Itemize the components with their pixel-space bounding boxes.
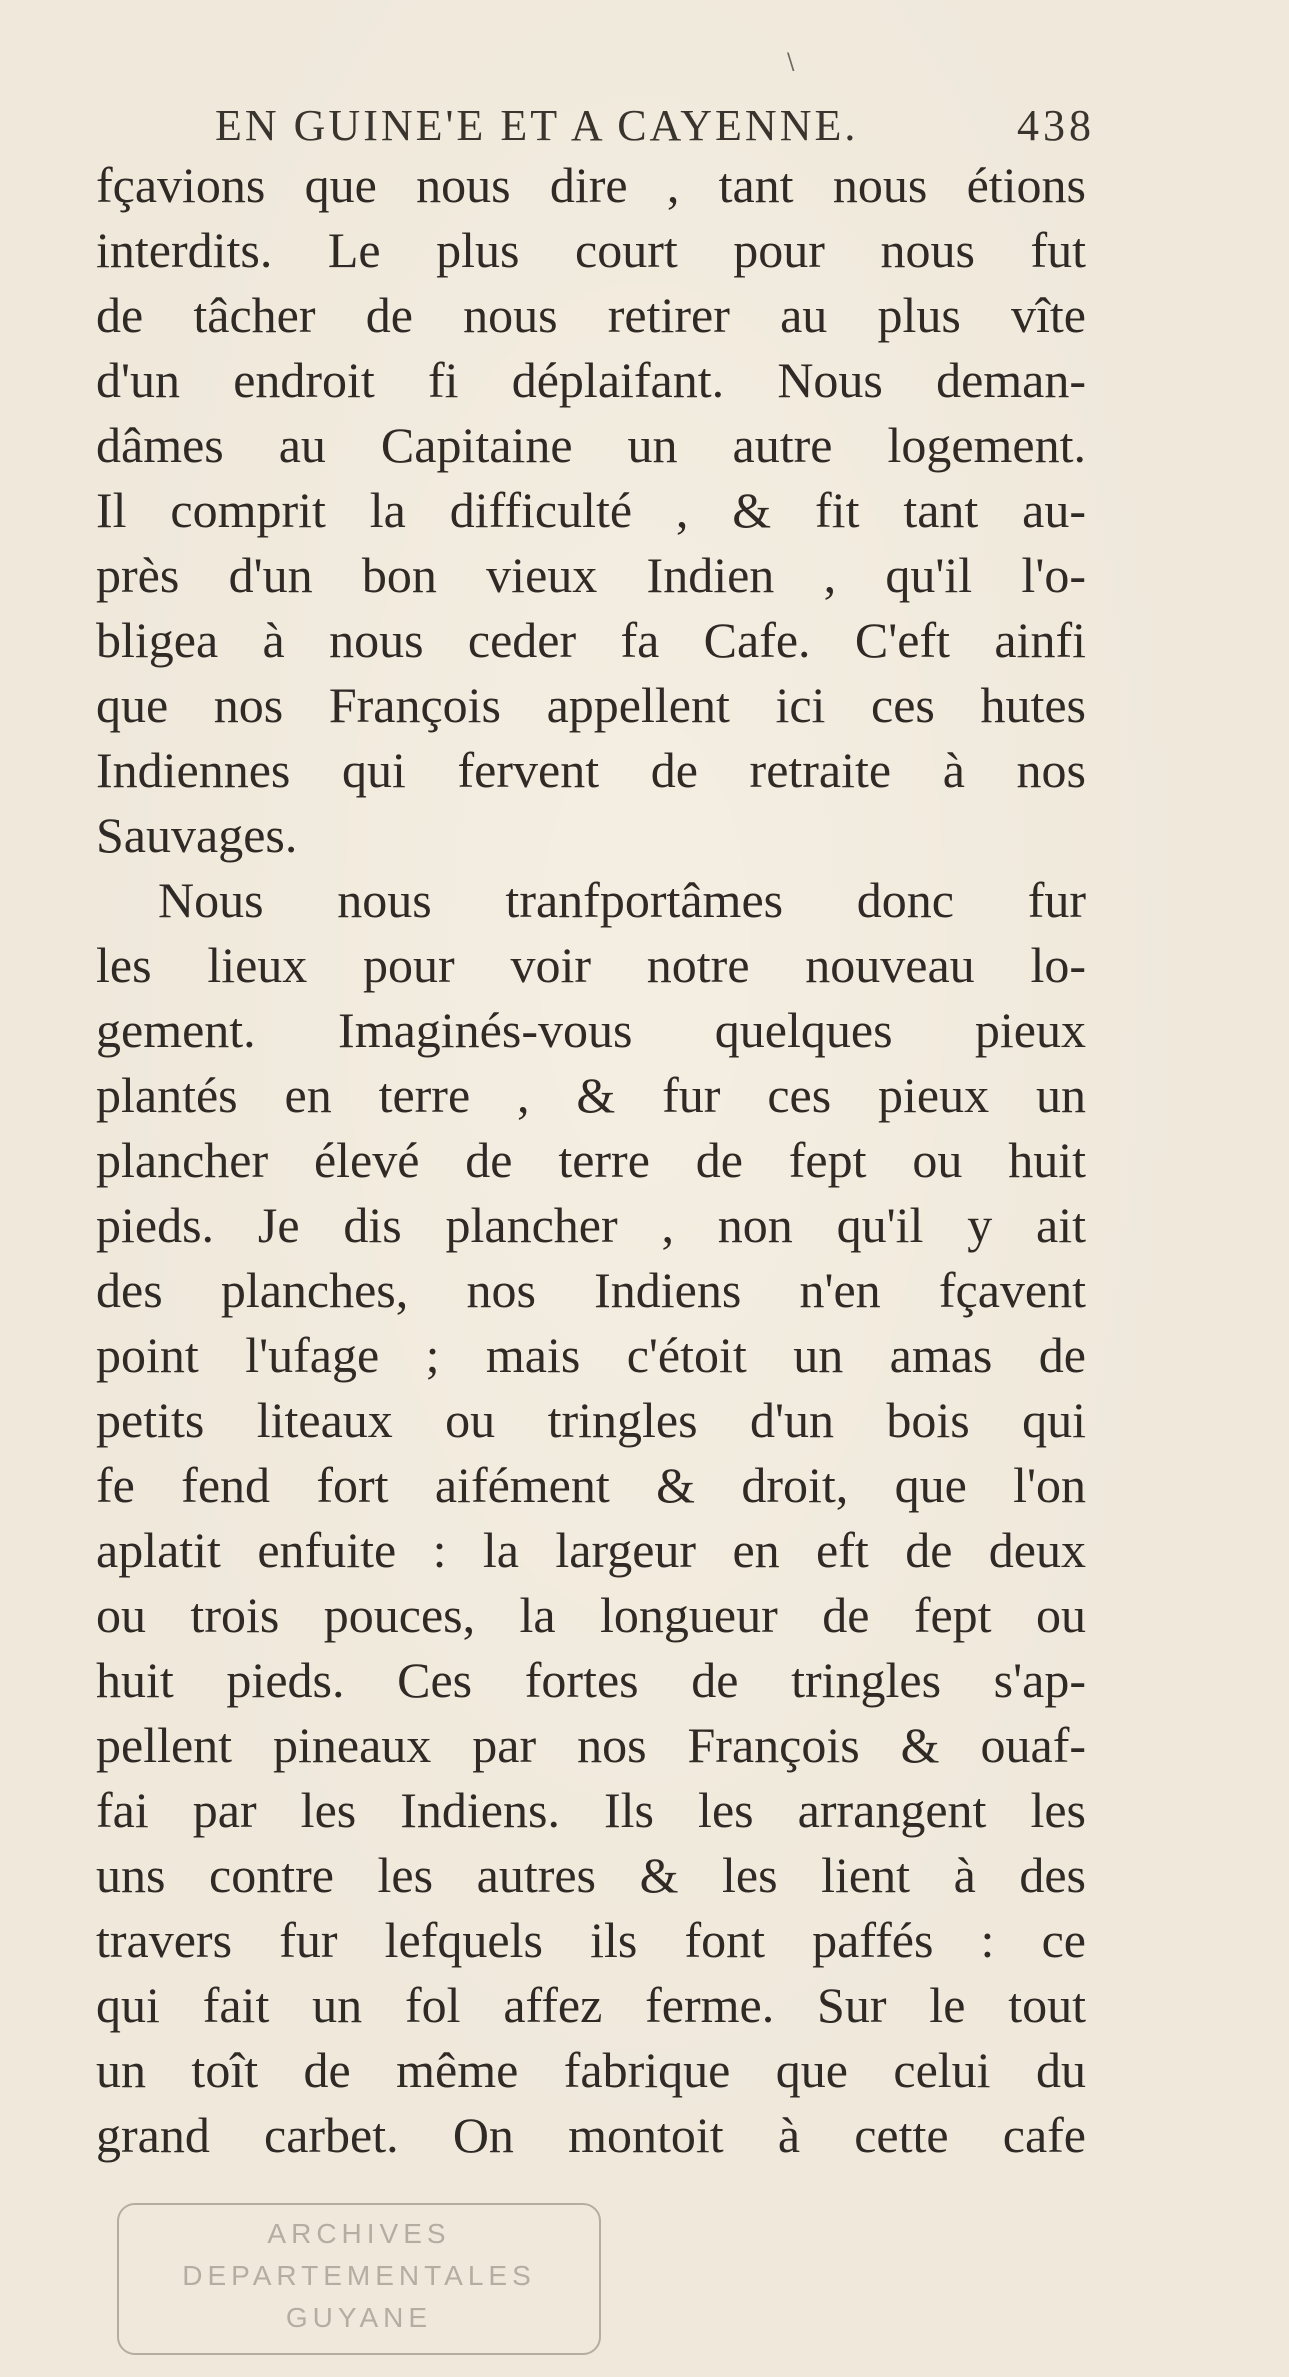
text-line: ou trois pouces, la longueur de fept ou [96, 1587, 1086, 1643]
text-line: interdits. Le plus court pour nous fut [96, 222, 1086, 278]
text-line: plantés en terre , & fur ces pieux un [96, 1067, 1086, 1123]
stamp-line: ARCHIVES [267, 2218, 451, 2249]
text-line: qui fait un fol affez ferme. Sur le tout [96, 1977, 1086, 2033]
text-line: bligea à nous ceder fa Cafe. C'eft ainfi [96, 612, 1086, 668]
text-line: dâmes au Capitaine un autre logement. [96, 417, 1086, 473]
text-line: pieds. Je dis plancher , non qu'il y ait [96, 1197, 1086, 1253]
text-line: Nous nous tranfportâmes donc fur [158, 872, 1086, 928]
text-line: pellent pineaux par nos François & ouaf- [96, 1717, 1086, 1773]
stamp-line: GUYANE [285, 2302, 433, 2333]
text-line: petits liteaux ou tringles d'un bois qui [96, 1392, 1086, 1448]
margin-mark: \ [787, 50, 795, 75]
text-line: près d'un bon vieux Indien , qu'il l'o- [96, 547, 1086, 603]
running-head-title: EN GUINE'E ET A CAYENNE. [215, 101, 859, 150]
text-line: les lieux pour voir notre nouveau lo- [96, 937, 1086, 993]
text-line: de tâcher de nous retirer au plus vîte [96, 287, 1086, 343]
text-line: huit pieds. Ces fortes de tringles s'ap- [96, 1652, 1086, 1708]
text-line: fe fend fort aifément & droit, que l'on [96, 1457, 1086, 1513]
text-line: Indiennes qui fervent de retraite à nos [96, 742, 1086, 798]
text-line: plancher élevé de terre de fept ou huit [96, 1132, 1086, 1188]
text-line: aplatit enfuite : la largeur en eft de deux [96, 1522, 1086, 1578]
text-line: que nos François appellent ici ces hutes [96, 677, 1086, 733]
text-line: des planches, nos Indiens n'en fçavent [96, 1262, 1086, 1318]
text-line: d'un endroit fi déplaifant. Nous deman- [96, 352, 1086, 408]
text-line: point l'ufage ; mais c'étoit un amas de [96, 1327, 1086, 1383]
text-line: uns contre les autres & les lient à des [96, 1847, 1086, 1903]
text-line: un toît de même fabrique que celui du [96, 2042, 1086, 2098]
page-number: 438 [1017, 101, 1095, 150]
text-line: Il comprit la difficulté , & fit tant au- [96, 482, 1086, 538]
archive-stamp [117, 2203, 601, 2355]
text-line: fçavions que nous dire , tant nous étions [96, 157, 1086, 213]
text-line: Sauvages. [96, 807, 298, 863]
text-line: travers fur lefquels ils font paffés : ce [96, 1912, 1086, 1968]
text-line: grand carbet. On montoit à cette cafe [96, 2107, 1086, 2163]
text-line: fai par les Indiens. Ils les arrangent les [96, 1782, 1086, 1838]
stamp-line: DEPARTEMENTALES [182, 2260, 536, 2291]
text-line: gement. Imaginés-vous quelques pieux [96, 1002, 1086, 1058]
